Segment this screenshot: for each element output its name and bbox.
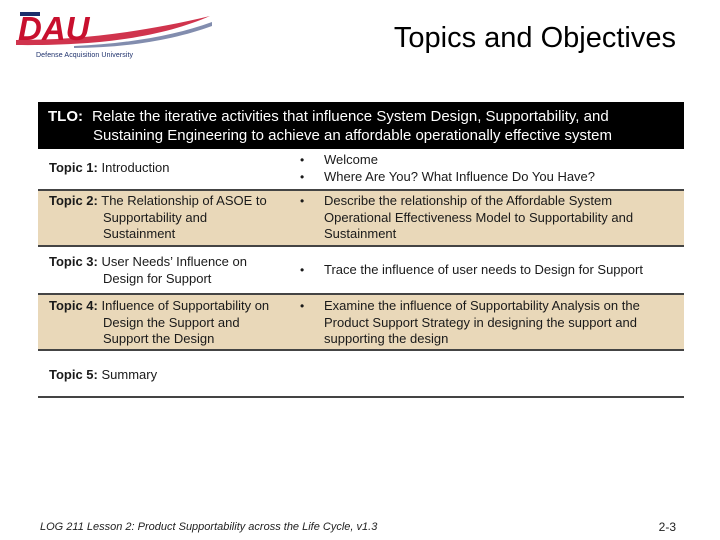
topic-row-1 <box>38 149 684 191</box>
bullet-icon: • <box>300 153 305 167</box>
objectives-list <box>300 262 643 279</box>
page-title: Topics and Objectives <box>393 22 676 54</box>
tlo-label: TLO: <box>48 108 83 125</box>
page-number: 2-3 <box>658 520 676 534</box>
topic-name: The Relationship of ASOE to <box>101 193 267 208</box>
topic-cell: Topic 3: User Needs’ Influence on Design for Support <box>49 254 247 286</box>
topic-row-5 <box>38 351 684 398</box>
logo-org-name: Defense Acquisition University <box>36 52 134 59</box>
objective-item: • Where Are You? What Influence Do You Have? <box>300 168 596 184</box>
topic-row-2 <box>38 191 684 247</box>
topic-label: Topic 5: <box>49 367 98 382</box>
dau-logo <box>14 10 214 62</box>
objective-item: • Describe the relationship of the Affordable System Operational Effectiveness Model to Supportability and Sustainment <box>300 193 634 241</box>
topic-row-4 <box>38 295 684 351</box>
topic-label: Topic 2: <box>49 193 98 208</box>
bullet-icon: • <box>300 194 305 208</box>
objectives-list <box>300 152 595 185</box>
topic-label: Topic 1: <box>49 160 98 175</box>
bullet-icon: • <box>300 299 305 313</box>
objectives-list <box>300 298 678 348</box>
objective-item: • Welcome <box>300 152 378 167</box>
topic-name: Introduction <box>101 160 170 175</box>
topic-label: Topic 4: <box>49 298 98 313</box>
bullet-icon: • <box>300 263 305 277</box>
topic-name: User Needs’ Influence on <box>101 254 247 269</box>
objective-item: • Examine the influence of Supportability Analysis on the Product Support Strategy in designing the support and supporting the design <box>300 298 640 346</box>
bullet-icon: • <box>300 169 305 184</box>
tlo-banner <box>38 102 684 149</box>
tlo-text-line-1: Relate the iterative activities that influence System Design, Supportability, and <box>92 108 609 125</box>
row-divider <box>38 396 684 398</box>
topic-cell <box>49 367 157 384</box>
topic-cell: Topic 2: The Relationship of ASOE to Supportability and Sustainment <box>49 193 267 241</box>
logo-letters: DAU <box>18 10 90 47</box>
topic-name: Influence of Supportability on <box>101 298 270 313</box>
topic-row-3 <box>38 247 684 295</box>
topic-cell: Topic 4: Influence of Supportability on Design the Support and Support the Design <box>49 298 270 346</box>
topic-label: Topic 3: <box>49 254 98 269</box>
objectives-list <box>300 193 678 243</box>
footer-course-title: LOG 211 Lesson 2: Product Supportability across the Life Cycle, v1.3 <box>40 521 378 533</box>
topic-cell <box>49 160 169 177</box>
tlo-text-line-2: Sustaining Engineering to achieve an affordable operationally effective system <box>93 127 612 144</box>
objective-item: • Trace the influence of user needs to Design for Support <box>300 262 643 277</box>
topic-name: Summary <box>101 367 158 382</box>
